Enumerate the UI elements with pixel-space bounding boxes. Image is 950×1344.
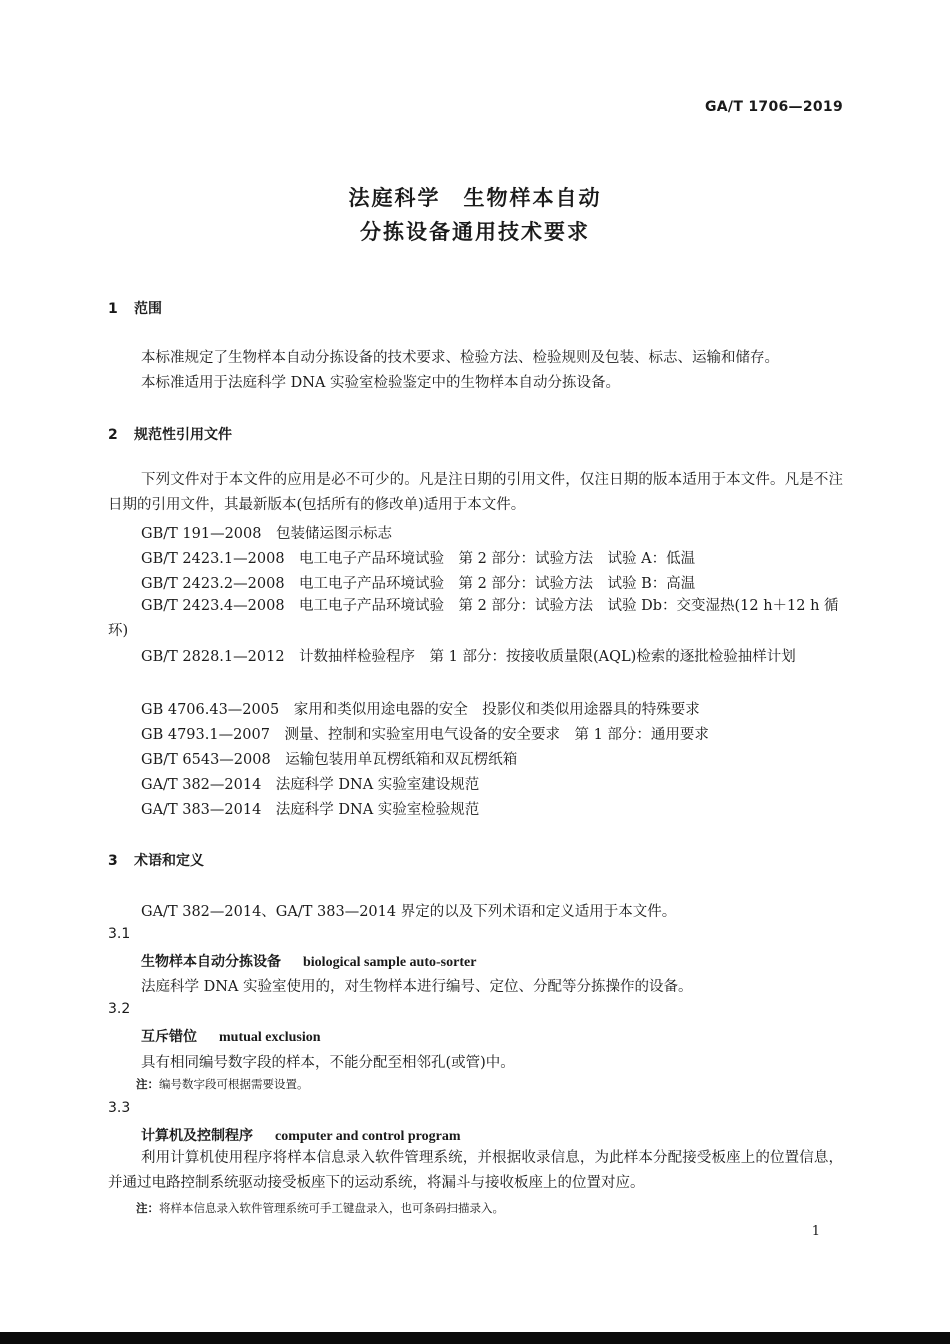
term-en: mutual exclusion [219, 1030, 321, 1045]
terms-intro: GA/T 382—2014、GA/T 383—2014 界定的以及下列术语和定义适用于本文件。 [141, 904, 677, 920]
note-label: 注： [136, 1077, 159, 1091]
scope-paragraph-2: 本标准适用于法庭科学 DNA 实验室检验鉴定中的生物样本自动分拣设备。 [141, 375, 620, 391]
term-heading [141, 951, 476, 971]
reference-item: GB/T 6543—2008 运输包装用单瓦楞纸箱和双瓦楞纸箱 [141, 752, 518, 768]
standard-code: GA/T 1706—2019 [705, 99, 843, 115]
reference-item: GB/T 2423.2—2008 电工电子产品环境试验 第 2 部分：试验方法 试验 B：高温 [141, 576, 696, 592]
term-zh: 生物样本自动分拣设备 [141, 954, 281, 970]
reference-item: GB/T 2828.1—2012 计数抽样检验程序 第 1 部分：按接收质量限(AQL)检索的逐批检验抽样计划 [141, 649, 796, 665]
term-en: biological sample auto-sorter [303, 955, 477, 970]
term-note [136, 1200, 504, 1216]
reference-item: GB/T 2423.4—2008 电工电子产品环境试验 第 2 部分：试验方法 试验 Db：交变湿热(12 h＋12 h 循环) [108, 598, 839, 639]
term-definition: 具有相同编号数字段的样本，不能分配至相邻孔(或管)中。 [141, 1055, 515, 1071]
section-number: 3 [108, 853, 118, 869]
section-number: 2 [108, 427, 118, 443]
scope-paragraph-1: 本标准规定了生物样本自动分拣设备的技术要求、检验方法、检验规则及包装、标志、运输和储存。 [141, 350, 779, 366]
term-definition: 法庭科学 DNA 实验室使用的，对生物样本进行编号、定位、分配等分拣操作的设备。 [141, 979, 693, 995]
term-number: 3.2 [108, 1001, 131, 1017]
section-3-heading [108, 850, 204, 870]
section-title: 术语和定义 [134, 853, 204, 869]
reference-item: GA/T 382—2014 法庭科学 DNA 实验室建设规范 [141, 777, 480, 793]
note-text: 将样本信息录入软件管理系统可手工键盘录入，也可条码扫描录入。 [159, 1201, 504, 1215]
reference-item: GB 4706.43—2005 家用和类似用途电器的安全 投影仪和类似用途器具的特殊要求 [141, 702, 700, 718]
reference-item: GB/T 2423.1—2008 电工电子产品环境试验 第 2 部分：试验方法 试验 A：低温 [141, 551, 696, 567]
references-intro: 下列文件对于本文件的应用是必不可少的。凡是注日期的引用文件，仅注日期的版本适用于本文件。凡是不注日期的引用文件，其最新版本(包括所有的修改单)适用于本文件。 [108, 472, 843, 513]
reference-item: GB 4793.1—2007 测量、控制和实验室用电气设备的安全要求 第 1 部分：通用要求 [141, 727, 709, 743]
section-number: 1 [108, 301, 118, 317]
note-label: 注： [136, 1201, 159, 1215]
term-heading [141, 1026, 321, 1046]
document-title-line-2: 分拣设备通用技术要求 [360, 220, 590, 244]
term-definition: 利用计算机使用程序将样本信息录入软件管理系统，并根据收录信息，为此样本分配接受板座上的位置信息，并通过电路控制系统驱动接受板座下的运动系统，将漏斗与接收板座上的位置对应。 [108, 1150, 843, 1191]
reference-item: GB/T 191—2008 包装储运图示标志 [141, 526, 392, 542]
term-number: 3.3 [108, 1100, 131, 1116]
reference-item: GA/T 383—2014 法庭科学 DNA 实验室检验规范 [141, 802, 480, 818]
term-zh: 互斥错位 [141, 1029, 197, 1045]
bottom-edge-bar [0, 1332, 950, 1344]
term-heading [141, 1125, 461, 1145]
term-note [136, 1076, 309, 1092]
section-title: 规范性引用文件 [134, 427, 232, 443]
term-number: 3.1 [108, 926, 131, 942]
section-title: 范围 [134, 301, 162, 317]
term-zh: 计算机及控制程序 [141, 1128, 253, 1144]
section-1-heading [108, 298, 162, 318]
section-2-heading [108, 424, 232, 444]
document-title-line-1: 法庭科学 生物样本自动 [348, 186, 602, 210]
term-en: computer and control program [275, 1129, 461, 1144]
note-text: 编号数字段可根据需要设置。 [159, 1077, 309, 1091]
page-number: 1 [811, 1224, 820, 1239]
